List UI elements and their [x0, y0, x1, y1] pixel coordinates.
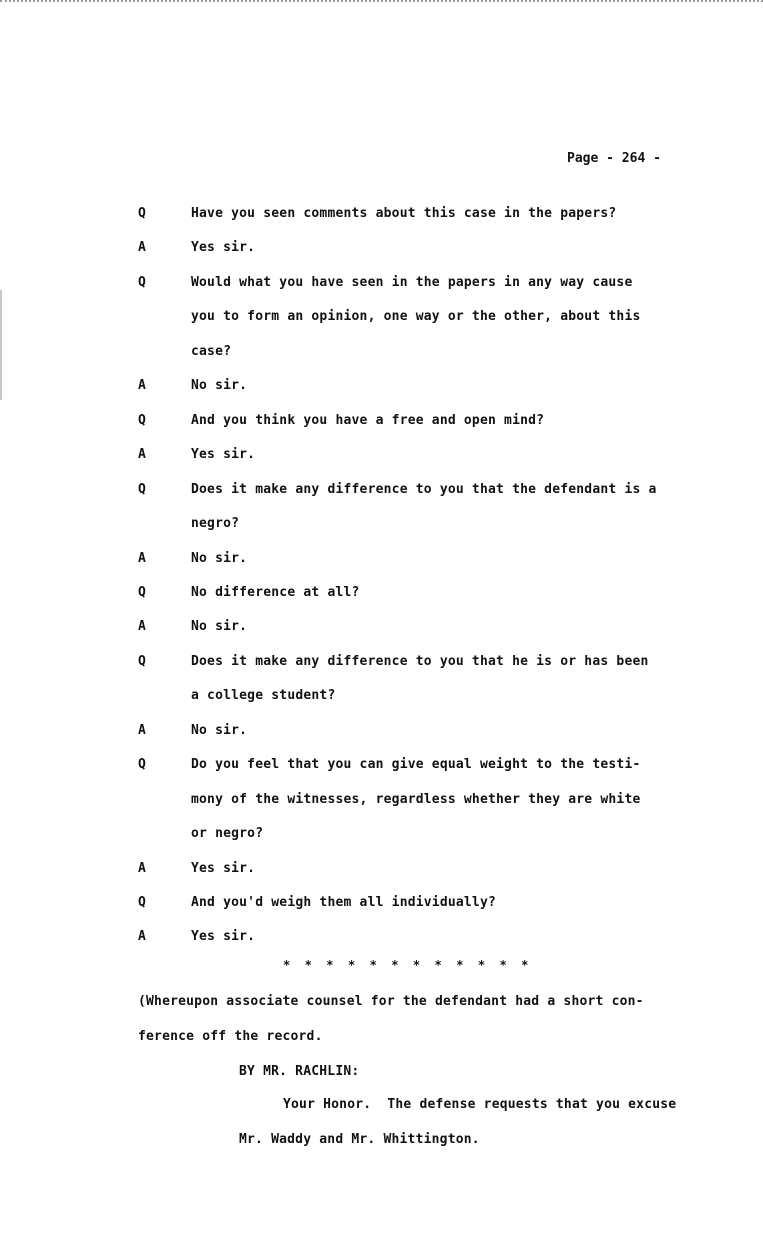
answer-label: A — [138, 929, 146, 944]
question-line — [0, 688, 763, 708]
answer-text: No sir. — [191, 619, 248, 634]
question-label: Q — [138, 654, 146, 669]
statement-line-1: Your Honor. The defense requests that you excuse — [283, 1097, 677, 1112]
answer-label: A — [138, 240, 146, 255]
answer-label: A — [138, 723, 146, 738]
question-text: Have you seen comments about this case in the papers? — [191, 206, 617, 221]
question-line — [0, 654, 763, 674]
answer-text: No sir. — [191, 723, 248, 738]
question-line — [0, 206, 763, 226]
question-label: Q — [138, 482, 146, 497]
question-label: Q — [138, 275, 146, 290]
page-number: Page - 264 - — [567, 151, 661, 166]
question-text: a college student? — [191, 688, 336, 703]
answer-label: A — [138, 447, 146, 462]
question-text: Do you feel that you can give equal weight to the testi- — [191, 757, 641, 772]
question-label: Q — [138, 413, 146, 428]
answer-text: Yes sir. — [191, 929, 256, 944]
question-line — [0, 826, 763, 846]
question-text: No difference at all? — [191, 585, 360, 600]
answer-line — [0, 619, 763, 639]
answer-label: A — [138, 551, 146, 566]
question-text: or negro? — [191, 826, 264, 841]
question-line — [0, 309, 763, 329]
question-line — [0, 516, 763, 536]
answer-line — [0, 861, 763, 881]
question-line — [0, 757, 763, 777]
question-text: Does it make any difference to you that the defendant is a — [191, 482, 657, 497]
question-text: mony of the witnesses, regardless whether they are white — [191, 792, 641, 807]
off-record-note-line-1: (Whereupon associate counsel for the defendant had a short con- — [138, 994, 644, 1009]
answer-text: Yes sir. — [191, 240, 256, 255]
answer-text: No sir. — [191, 378, 248, 393]
question-label: Q — [138, 585, 146, 600]
scan-top-edge — [0, 0, 763, 6]
question-text: case? — [191, 344, 232, 359]
answer-line — [0, 723, 763, 743]
answer-line — [0, 378, 763, 398]
question-text: And you think you have a free and open mind? — [191, 413, 545, 428]
answer-line — [0, 447, 763, 467]
question-text: Would what you have seen in the papers in any way cause — [191, 275, 633, 290]
question-line — [0, 482, 763, 502]
answer-line — [0, 551, 763, 571]
question-line — [0, 413, 763, 433]
answer-text: No sir. — [191, 551, 248, 566]
answer-line — [0, 240, 763, 260]
question-label: Q — [138, 206, 146, 221]
question-text: you to form an opinion, one way or the other, about this — [191, 309, 641, 324]
question-line — [0, 585, 763, 605]
answer-label: A — [138, 619, 146, 634]
statement-line-2: Mr. Waddy and Mr. Whittington. — [239, 1132, 480, 1147]
question-line — [0, 344, 763, 364]
speaker-heading: BY MR. RACHLIN: — [239, 1064, 360, 1079]
question-line — [0, 792, 763, 812]
answer-label: A — [138, 378, 146, 393]
question-label: Q — [138, 895, 146, 910]
question-label: Q — [138, 757, 146, 772]
question-text: Does it make any difference to you that he is or has been — [191, 654, 649, 669]
answer-label: A — [138, 861, 146, 876]
question-text: And you'd weigh them all individually? — [191, 895, 497, 910]
section-separator: * * * * * * * * * * * * — [283, 958, 532, 972]
answer-line — [0, 929, 763, 949]
question-line — [0, 275, 763, 295]
question-line — [0, 895, 763, 915]
answer-text: Yes sir. — [191, 861, 256, 876]
off-record-note-line-2: ference off the record. — [138, 1029, 323, 1044]
question-text: negro? — [191, 516, 240, 531]
answer-text: Yes sir. — [191, 447, 256, 462]
